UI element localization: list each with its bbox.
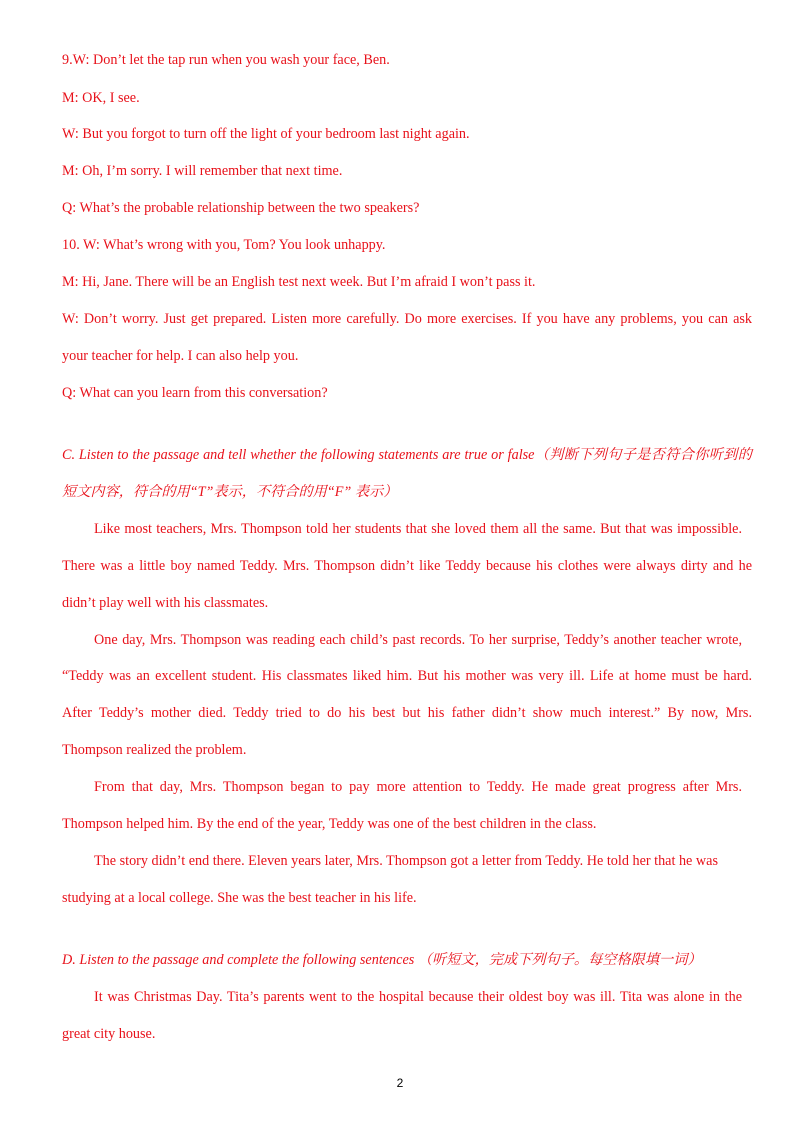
passage-line: It was Christmas Day. Tita’s parents went to the hospital because their oldest boy was ill. Tita was alone in the — [94, 989, 742, 1005]
passage-line: great city house. — [62, 1026, 156, 1042]
section-d-heading: D. Listen to the passage and complete the following sentences （听短文，完成下列句子。每空格限填一词） — [62, 952, 702, 968]
dialogue-line: 10. W: What’s wrong with you, Tom? You look unhappy. — [62, 237, 386, 253]
passage-line: didn’t play well with his classmates. — [62, 595, 269, 611]
passage-line: One day, Mrs. Thompson was reading each child’s past records. To her surprise, Teddy’s another teacher wrote, — [94, 632, 742, 648]
question-line: Q: What can you learn from this conversation? — [62, 385, 328, 401]
passage-line: “Teddy was an excellent student. His classmates liked him. But his mother was very ill. Life at home must be hard. — [62, 668, 752, 684]
passage-line: From that day, Mrs. Thompson began to pay more attention to Teddy. He made great progress after Mrs. — [94, 779, 742, 795]
question-line: Q: What’s the probable relationship between the two speakers? — [62, 200, 420, 216]
passage-line: Thompson helped him. By the end of the year, Teddy was one of the best children in the class. — [62, 816, 597, 832]
passage-line: The story didn’t end there. Eleven years later, Mrs. Thompson got a letter from Teddy. He told her that he was — [94, 853, 718, 869]
passage-line: There was a little boy named Teddy. Mrs. Thompson didn’t like Teddy because his clothes were always dirty and he — [62, 558, 752, 574]
dialogue-line: M: Hi, Jane. There will be an English test next week. But I’m afraid I won’t pass it. — [62, 274, 536, 290]
section-c-heading-cont: 短文内容，符合的用“T”表示，不符合的用“F” 表示） — [62, 484, 398, 500]
dialogue-line: M: OK, I see. — [62, 90, 140, 106]
section-c-heading: C. Listen to the passage and tell whether the following statements are true or false（判断下列句子是否符合你听到的 — [62, 447, 752, 463]
passage-line: Like most teachers, Mrs. Thompson told her students that she loved them all the same. But that was impossible. — [94, 521, 742, 537]
dialogue-line: W: But you forgot to turn off the light of your bedroom last night again. — [62, 126, 470, 142]
dialogue-line: your teacher for help. I can also help you. — [62, 348, 299, 364]
dialogue-line: 9.W: Don’t let the tap run when you wash your face, Ben. — [62, 52, 390, 68]
passage-line: studying at a local college. She was the best teacher in his life. — [62, 890, 417, 906]
passage-line: After Teddy’s mother died. Teddy tried to do his best but his father didn’t show much interest.” By now, Mrs. — [62, 705, 752, 721]
passage-line: Thompson realized the problem. — [62, 742, 247, 758]
dialogue-line: W: Don’t worry. Just get prepared. Listen more carefully. Do more exercises. If you have any problems, you can ask — [62, 311, 752, 327]
page-number: 2 — [396, 1076, 404, 1090]
dialogue-line: M: Oh, I’m sorry. I will remember that next time. — [62, 163, 343, 179]
